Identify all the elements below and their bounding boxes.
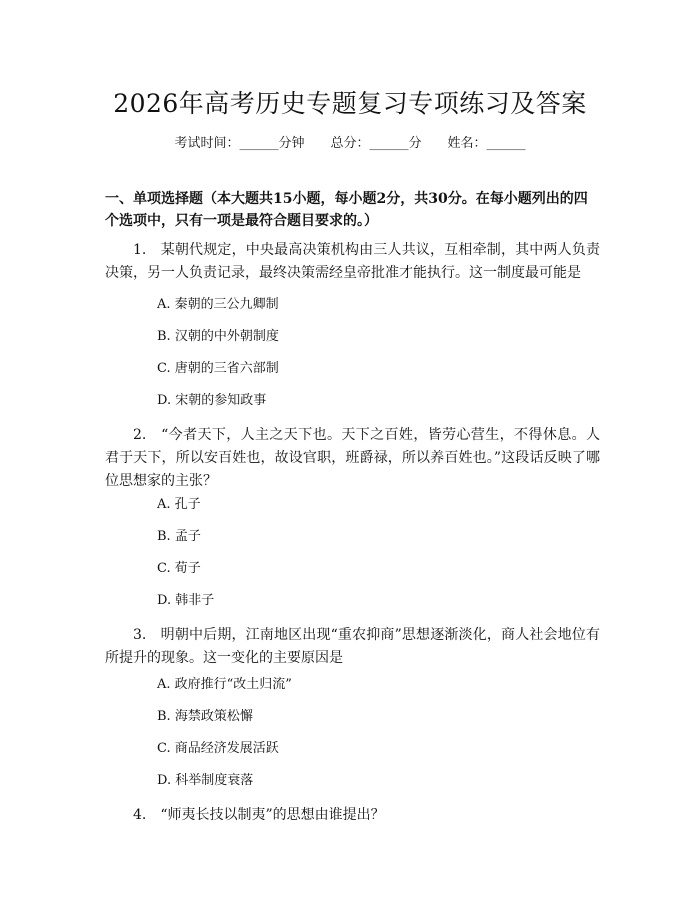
question-3-option-a: A. 政府推行“改土归流” xyxy=(157,677,292,692)
exam-meta-line: 考试时间：______分钟 总分：______分 姓名：______ xyxy=(174,136,526,151)
question-3-option-b: B. 海禁政策松懈 xyxy=(157,709,253,724)
question-1-option-c: C. 唐朝的三省六部制 xyxy=(157,361,279,376)
question-1-option-b: B. 汉朝的中外朝制度 xyxy=(157,329,279,344)
page-title: 2026年高考历史专题复习专项练习及答案 xyxy=(113,89,587,118)
question-2-option-a: A. 孔子 xyxy=(157,497,201,512)
question-2-option-d: D. 韩非子 xyxy=(157,593,215,608)
question-2-stem: 2. “今者天下，人主之天下也。天下之百姓，皆劳心营生，不得休息。人君于天下，所以安百姓也，故设官职，班爵禄，所以养百姓也。”这段话反映了哪位思想家的主张？ xyxy=(105,427,600,489)
question-3-option-d: D. 科举制度衰落 xyxy=(157,773,254,788)
question-3-stem: 3. 明朝中后期，江南地区出现“重农抑商”思想逐渐淡化，商人社会地位有所提升的现象。这一变化的主要原因是 xyxy=(105,627,600,666)
question-1-option-a: A. 秦朝的三公九卿制 xyxy=(157,297,279,312)
question-4-stem: 4. “师夷长技以制夷”的思想由谁提出？ xyxy=(133,807,385,823)
question-2-option-b: B. 孟子 xyxy=(157,529,201,544)
question-2-option-c: C. 荀子 xyxy=(157,561,201,576)
section-heading: 一、单项选择题（本大题共15小题，每小题2分，共30分。在每小题列出的四个选项中，只有一项是最符合题目要求的。） xyxy=(105,191,588,229)
question-1-option-d: D. 宋朝的参知政事 xyxy=(157,393,267,408)
question-1-stem: 1. 某朝代规定，中央最高决策机构由三人共议，互相牵制，其中两人负责决策，另一人负责记录，最终决策需经皇帝批准才能执行。这一制度最可能是 xyxy=(105,242,600,281)
question-3-option-c: C. 商品经济发展活跃 xyxy=(157,741,279,756)
